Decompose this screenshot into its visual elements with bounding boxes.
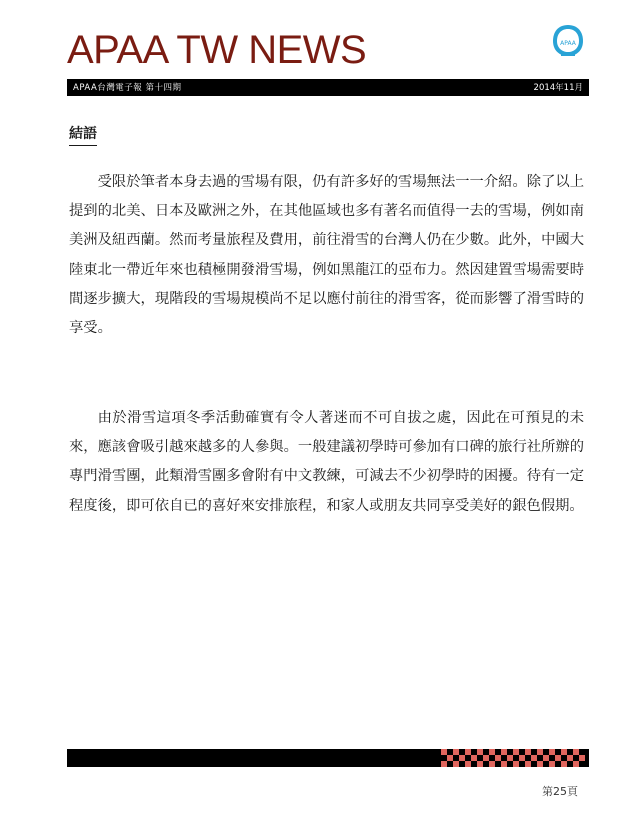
page-number: 第25頁	[542, 785, 578, 798]
paragraph-2: 由於滑雪這項冬季活動確實有令人著迷而不可自拔之處，因此在可預見的未來，應該會吸引越來越多的人參與。一般建議初學時可參加有口碑的旅行社所辦的專門滑雪團，此類滑雪團多會附有中文教練，可減去不少初學時的困擾。待有一定程度後，即可依自已的喜好來安排旅程，和家人或朋友共同享受美好的銀色假期。	[69, 410, 584, 514]
section-title: 結語	[69, 124, 97, 146]
footer-checker-pattern	[441, 749, 585, 767]
issue-date: 2014年11月	[533, 83, 583, 93]
logo-text: APAA	[560, 40, 576, 47]
masthead-title: APAA TW NEWS	[67, 28, 367, 72]
issue-banner	[67, 79, 589, 96]
checker-cell	[579, 761, 585, 767]
apaa-logo-icon	[551, 23, 585, 59]
issue-label: APAA台灣電子報 第十四期	[73, 83, 182, 93]
paragraph-1: 受限於筆者本身去過的雪場有限，仍有許多好的雪場無法一一介紹。除了以上提到的北美、日本及歐洲之外，在其他區域也多有著名而值得一去的雪場，例如南美洲及紐西蘭。然而考量旅程及費用，前往滑雪的台灣人仍在少數。此外，中國大陸東北一帶近年來也積極開發滑雪場，例如黑龍江的亞布力。然因建置雪場需要時間逐步擴大，現階段的雪場規模尚不足以應付前往的滑雪客，從而影響了滑雪時的享受。	[69, 174, 584, 337]
